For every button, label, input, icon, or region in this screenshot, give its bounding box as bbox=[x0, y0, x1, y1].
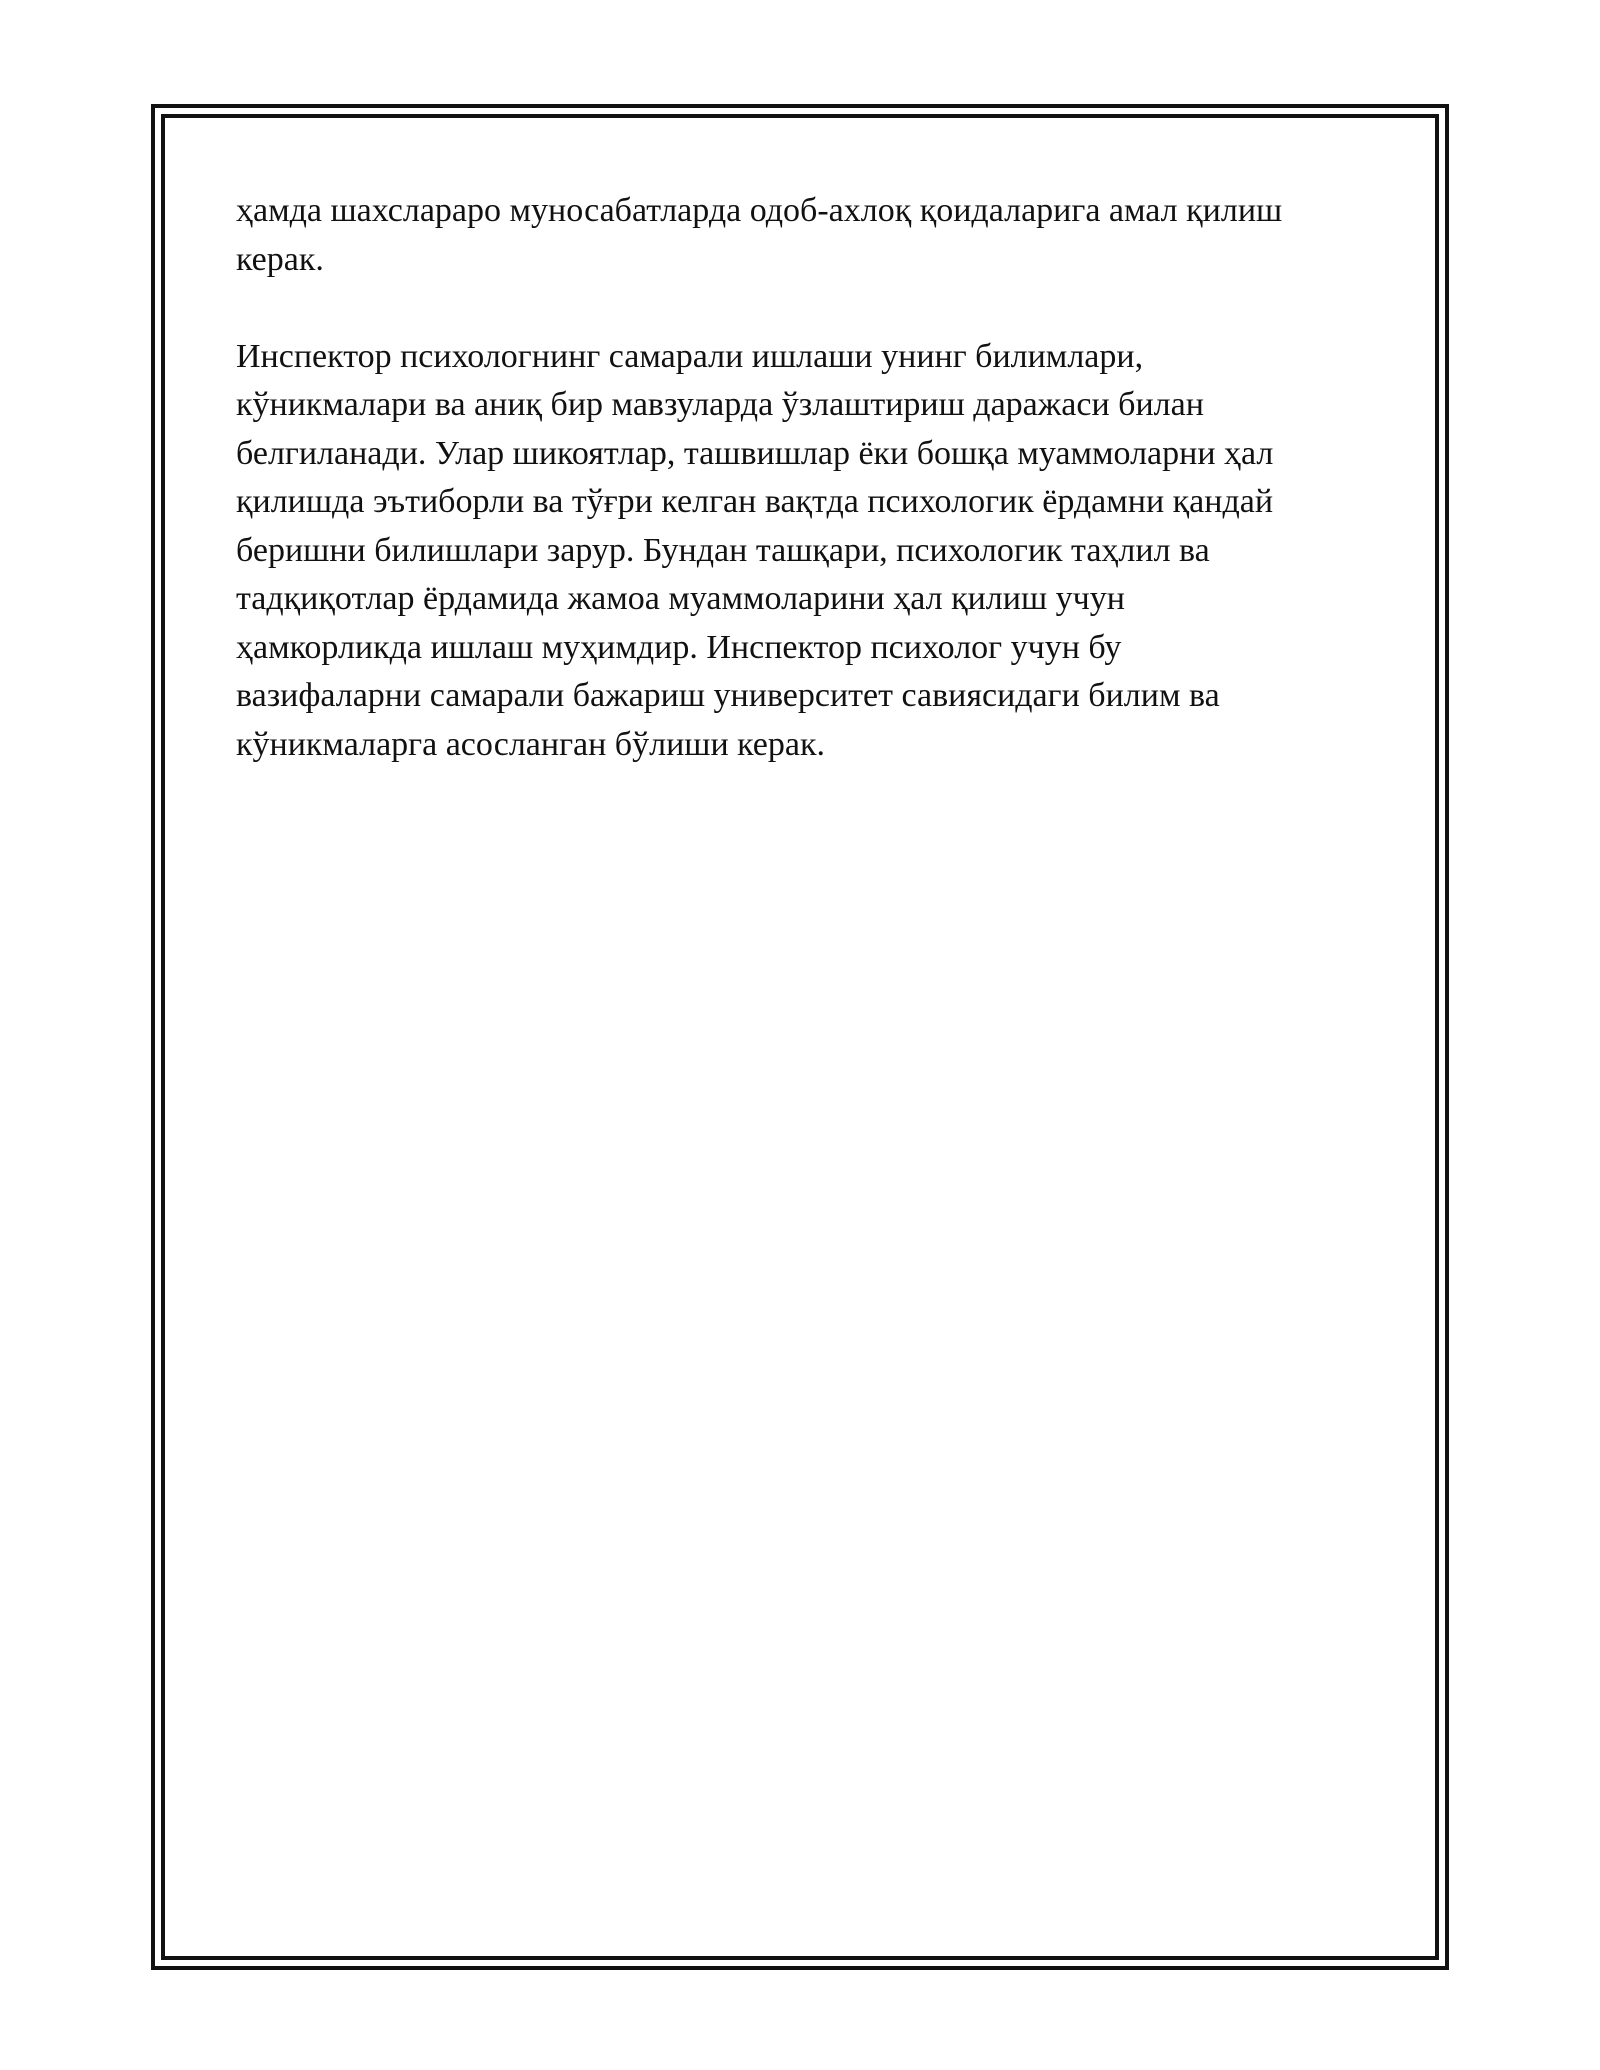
text-line: Инспектор психологнинг самарали ишлаши унинг билимлари, bbox=[236, 337, 1144, 375]
text-line: қилишда эътиборли ва тўғри келган вақтда психологик ёрдамни қандай bbox=[236, 483, 1274, 520]
text-line: ҳамкорликда ишлаш муҳимдир. Инспектор психолог учун бу bbox=[236, 628, 1122, 666]
text-line: ҳамда шахслараро муносабатларда одоб-ахлоқ қоидаларига амал қилиш bbox=[236, 192, 1283, 229]
text-line: кўникмаларга асосланган бўлиши керак. bbox=[236, 725, 826, 763]
text-line: белгиланади. Улар шикоятлар, ташвишлар ёки бошқа муаммоларни ҳал bbox=[236, 434, 1274, 472]
text-line: вазифаларни самарали бажариш университет савиясидаги билим ва bbox=[236, 677, 1220, 714]
text-line: кўникмалари ва аниқ бир мавзуларда ўзлаштириш даражаси билан bbox=[236, 386, 1204, 423]
text-line: керак. bbox=[236, 240, 324, 278]
text-line: тадқиқотлар ёрдамида жамоа муаммоларини ҳал қилиш учун bbox=[236, 580, 1125, 617]
document-body bbox=[236, 187, 1376, 769]
paragraph-1 bbox=[236, 187, 1376, 284]
text-line: беришни билишлари зарур. Бундан ташқари, психологик таҳлил ва bbox=[236, 531, 1210, 569]
paragraph-2 bbox=[236, 333, 1376, 770]
